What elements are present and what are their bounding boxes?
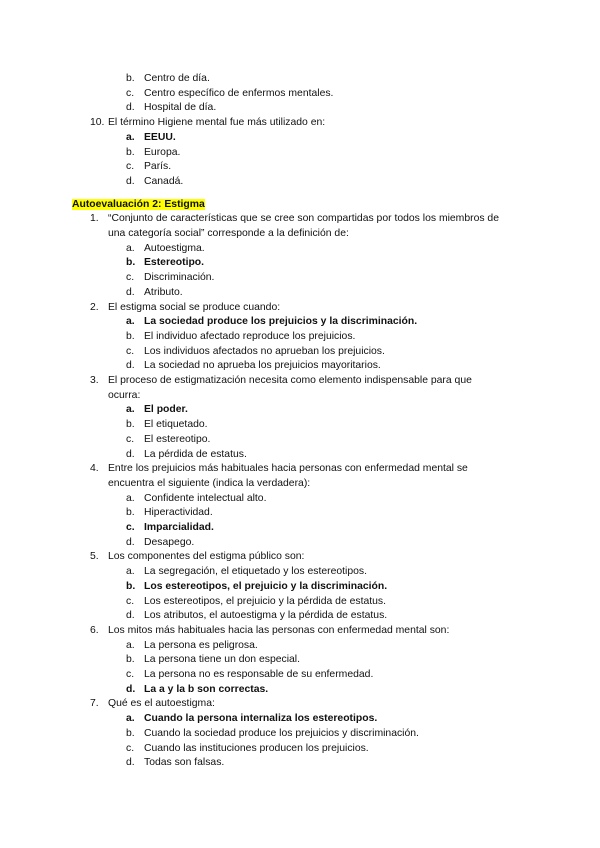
question-text: una categoría social” corresponde a la definición de: bbox=[108, 228, 349, 239]
option-text: La persona tiene un don especial. bbox=[144, 654, 300, 666]
option-text: Todas son falsas. bbox=[144, 757, 225, 769]
option-letter: a. bbox=[126, 639, 135, 651]
option-text: Imparcialidad. bbox=[144, 522, 214, 533]
option-letter: d. bbox=[126, 536, 135, 548]
option-letter: a. bbox=[126, 492, 135, 504]
option-letter: c. bbox=[126, 161, 135, 173]
option-text: Canadá. bbox=[144, 175, 184, 187]
option-letter: d. bbox=[126, 683, 136, 695]
option-text: La sociedad no aprueba los prejuicios mayoritarios. bbox=[144, 360, 381, 372]
question-text-continued bbox=[108, 477, 310, 491]
option-text: El individuo afectado reproduce los prejuicios. bbox=[144, 330, 356, 342]
option-text: Hospital de día. bbox=[144, 102, 217, 114]
question-number: 7. bbox=[90, 698, 99, 710]
option-text: El etiquetado. bbox=[144, 419, 208, 431]
question-text: Qué es el autoestigma: bbox=[108, 698, 215, 710]
option-letter: d. bbox=[126, 757, 135, 769]
question-text: El proceso de estigmatización necesita como elemento indispensable para que bbox=[108, 375, 472, 386]
option-letter: b. bbox=[126, 257, 136, 269]
option-letter: c. bbox=[126, 522, 135, 533]
question-text: El estigma social se produce cuando: bbox=[108, 301, 281, 313]
option-letter: a. bbox=[126, 316, 135, 328]
option-letter: a. bbox=[126, 242, 135, 254]
section-heading bbox=[72, 198, 205, 212]
option-letter: c. bbox=[126, 272, 135, 284]
option-text: La a y la b son correctas. bbox=[144, 683, 269, 695]
option-text: El poder. bbox=[144, 404, 188, 416]
option-letter: b. bbox=[126, 330, 135, 342]
option-text: EEUU. bbox=[144, 131, 176, 143]
option-letter: b. bbox=[126, 507, 135, 519]
option-letter: c. bbox=[126, 433, 135, 445]
option-text: París. bbox=[144, 161, 172, 173]
option-letter: a. bbox=[126, 713, 135, 725]
option-text: Europa. bbox=[144, 146, 181, 158]
option-letter: d. bbox=[126, 175, 135, 187]
option-letter: d. bbox=[126, 448, 135, 460]
question-text: encuentra el siguiente (indica la verdadera): bbox=[108, 477, 311, 489]
option-letter: c. bbox=[126, 669, 135, 680]
option-text: Los individuos afectados no aprueban los prejuicios. bbox=[144, 345, 385, 357]
section-heading-text: Autoevaluación 2: Estigma bbox=[72, 198, 205, 210]
option-text: Centro de día. bbox=[144, 73, 210, 84]
question-text: “Conjunto de características que se cree son compartidas por todos los miembros de bbox=[108, 213, 499, 225]
option-text: Centro específico de enfermos mentales. bbox=[144, 87, 334, 99]
option-text: Autoestigma. bbox=[144, 242, 205, 254]
option-letter: d. bbox=[126, 286, 135, 298]
option-text: Estereotipo. bbox=[144, 257, 205, 269]
option-letter: a. bbox=[126, 566, 135, 578]
question-number: 4. bbox=[90, 463, 99, 475]
option-letter: a. bbox=[126, 404, 135, 416]
option-letter: c. bbox=[126, 595, 135, 607]
question-text: Entre los prejuicios más habituales hacia personas con enfermedad mental se bbox=[108, 463, 468, 475]
question-text: El término Higiene mental fue más utilizado en: bbox=[108, 117, 326, 129]
option-text: Cuando la persona internaliza los estereotipos. bbox=[144, 713, 378, 725]
question-text-continued bbox=[108, 227, 349, 241]
option-letter: b. bbox=[126, 580, 136, 592]
option-text: La persona es peligrosa. bbox=[144, 639, 258, 651]
option-text: La persona no es responsable de su enfermedad. bbox=[144, 669, 374, 680]
question-text: ocurra: bbox=[108, 389, 141, 401]
option-text: Discriminación. bbox=[144, 272, 215, 284]
option-text: Cuando las instituciones producen los prejuicios. bbox=[144, 742, 369, 754]
option-letter: c. bbox=[126, 742, 135, 754]
option-text: Los estereotipos, el prejuicio y la pérdida de estatus. bbox=[144, 595, 387, 607]
question-number: 10. bbox=[90, 117, 105, 129]
option-letter: b. bbox=[126, 146, 135, 158]
option-text: Los atributos, el autoestigma y la pérdida de estatus. bbox=[144, 610, 388, 622]
option-text: La sociedad produce los prejuicios y la discriminación. bbox=[144, 316, 418, 328]
option-letter: d. bbox=[126, 102, 135, 114]
option-letter: c. bbox=[126, 87, 135, 99]
option-text: Atributo. bbox=[144, 286, 183, 298]
question-number: 1. bbox=[90, 213, 99, 225]
question-number: 5. bbox=[90, 551, 99, 563]
option-letter: b. bbox=[126, 73, 135, 84]
question-number: 3. bbox=[90, 375, 99, 386]
option-letter: b. bbox=[126, 654, 135, 666]
option-letter: b. bbox=[126, 727, 135, 739]
option-text: Cuando la sociedad produce los prejuicios y discriminación. bbox=[144, 727, 419, 739]
option-text: La segregación, el etiquetado y los estereotipos. bbox=[144, 566, 367, 578]
option-text: Hiperactividad. bbox=[144, 507, 213, 519]
option-letter: b. bbox=[126, 419, 135, 431]
option-text: La pérdida de estatus. bbox=[144, 448, 247, 460]
question-number: 2. bbox=[90, 301, 99, 313]
option-letter: d. bbox=[126, 610, 135, 622]
question-text: Los mitos más habituales hacia las personas con enfermedad mental son: bbox=[108, 624, 450, 636]
option-letter: a. bbox=[126, 131, 135, 143]
question-text: Los componentes del estigma público son: bbox=[108, 551, 305, 563]
option-text: Desapego. bbox=[144, 536, 195, 548]
option-letter: d. bbox=[126, 360, 135, 372]
option-text: Los estereotipos, el prejuicio y la discriminación. bbox=[144, 580, 388, 592]
option-text: Confidente intelectual alto. bbox=[144, 492, 267, 504]
question-text-continued bbox=[108, 389, 140, 403]
option-text: El estereotipo. bbox=[144, 433, 211, 445]
question-number: 6. bbox=[90, 624, 99, 636]
option-letter: c. bbox=[126, 345, 135, 357]
